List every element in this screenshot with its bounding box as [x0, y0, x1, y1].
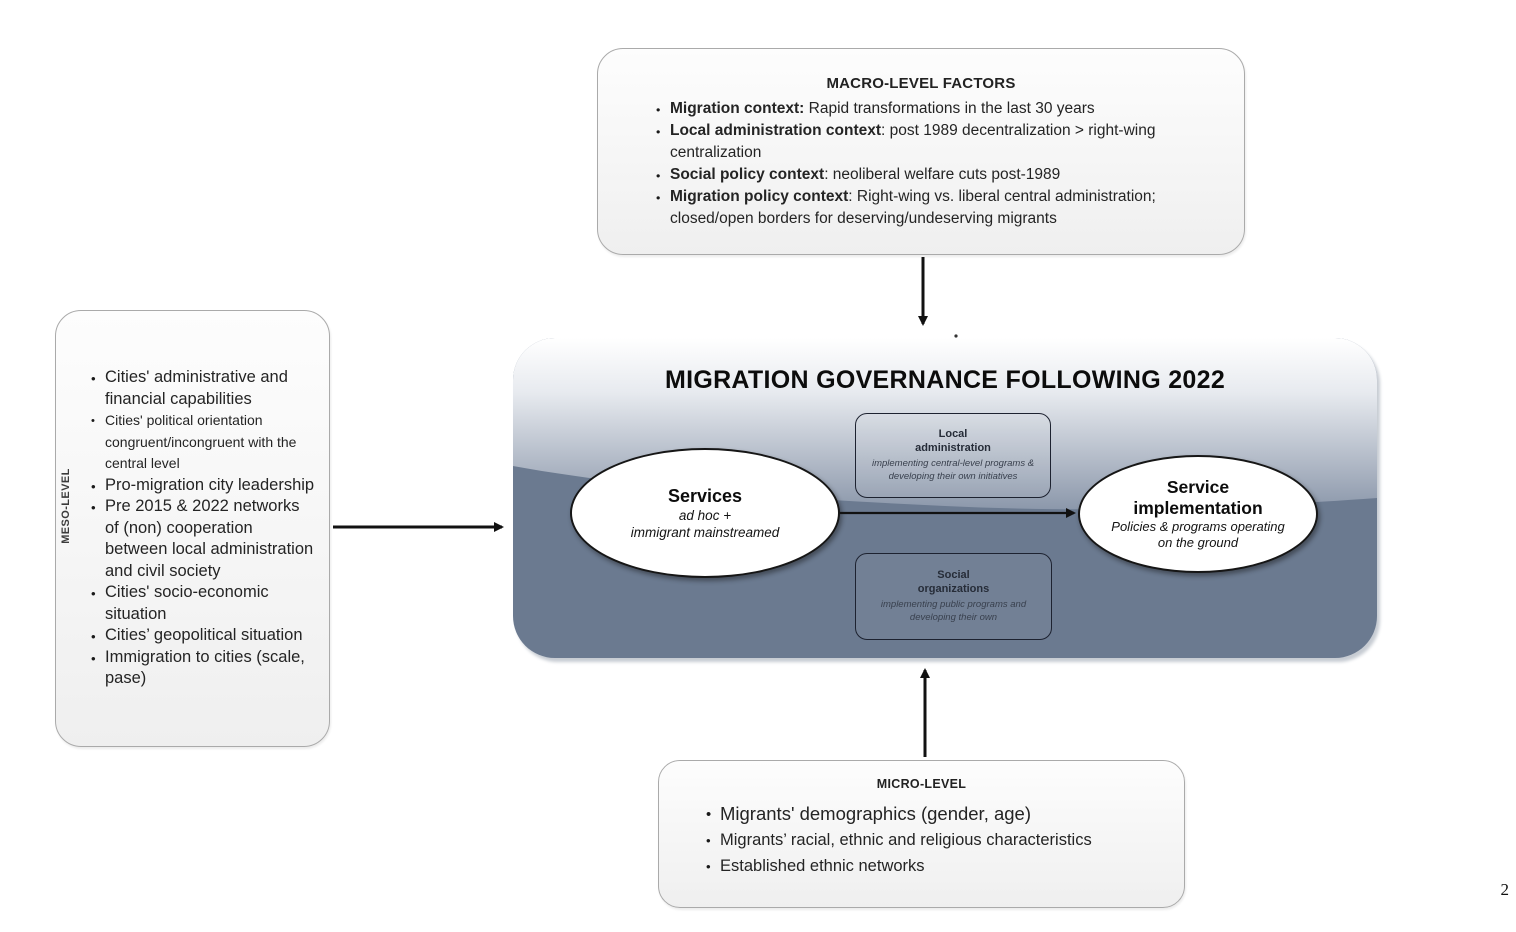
micro-level-item [706, 827, 1168, 853]
local-admin-title-line1: Local [938, 428, 968, 440]
macro-item-lead: Migration policy context [670, 188, 849, 205]
macro-level-title: MACRO-LEVEL FACTORS [826, 75, 1016, 92]
macro-item-text: : neoliberal welfare cuts post-1989 [824, 166, 1061, 183]
service-impl-title-line1: Service [1166, 477, 1230, 497]
local-administration-box [855, 413, 1051, 498]
macro-item-lead: Social policy context [670, 166, 825, 183]
service-implementation-oval [1078, 455, 1318, 573]
service-impl-subtitle-line1: Policies & programs operating [1111, 519, 1285, 534]
micro-item-text: Migrants' demographics (gender, age) [720, 803, 1032, 824]
service-impl-title-line2: implementation [1133, 498, 1263, 518]
service-impl-subtitle-line2: on the ground [1157, 535, 1239, 550]
central-title: MIGRATION GOVERNANCE FOLLOWING 2022 [664, 366, 1226, 394]
services-subtitle-line1: ad hoc + [678, 507, 732, 523]
meso-item-text: Pro-migration city leadership [105, 475, 315, 494]
meso-level-panel [55, 310, 330, 747]
micro-level-item [706, 853, 1168, 879]
meso-level-item [91, 647, 315, 690]
migration-governance-box [513, 338, 1377, 658]
macro-level-panel [597, 48, 1245, 255]
micro-item-text: Established ethnic networks [720, 857, 925, 875]
meso-level-list [91, 367, 315, 690]
micro-item-text: Migrants’ racial, ethnic and religious characteristics [720, 831, 1092, 849]
macro-item-lead: Migration context: [670, 100, 805, 117]
social-org-title-line1: Social [937, 569, 970, 581]
macro-item-text: : post 1989 decentralization > right-wing centralization [670, 122, 1156, 161]
meso-item-text: Immigration to cities (scale, pase) [105, 647, 305, 687]
macro-item-text: : Right-wing vs. liberal central administration; closed/open borders for deserving/undeserving migrants [670, 188, 1156, 227]
meso-item-text: Cities’ geopolitical situation [105, 626, 303, 644]
micro-level-item [706, 801, 1168, 827]
macro-item-text: Rapid transformations in the last 30 years [804, 100, 1095, 117]
social-org-subtitle-line2: developing their own [909, 611, 998, 623]
social-org-subtitle [881, 599, 1026, 624]
social-organizations-box [855, 553, 1052, 640]
meso-level-item [91, 582, 315, 625]
meso-item-text: Cities' administrative and financial capabilities [105, 368, 288, 408]
meso-level-side-label: MESO-LEVEL [60, 468, 72, 544]
meso-item-text: Cities' political orientation congruent/incongruent with the central level [105, 412, 297, 471]
meso-level-item [91, 496, 315, 582]
macro-item-lead: Local administration context [670, 122, 882, 139]
micro-level-list [706, 801, 1168, 879]
meso-item-text: Pre 2015 & 2022 networks of (non) cooperation between local administration and civil society [105, 497, 314, 580]
macro-level-item [656, 164, 1214, 186]
services-title: Services [667, 485, 743, 506]
local-admin-subtitle [872, 458, 1034, 483]
macro-level-item [656, 98, 1214, 120]
micro-level-title: MICRO-LEVEL [876, 777, 967, 791]
page-number: 2 [1500, 880, 1509, 899]
meso-level-item [91, 475, 315, 497]
macro-level-item [656, 120, 1214, 164]
local-admin-subtitle-line2: developing their own initiatives [888, 470, 1018, 482]
meso-level-item [91, 410, 315, 475]
social-org-subtitle-line1: implementing public programs and [880, 599, 1027, 610]
services-subtitle-line2: immigrant mainstreamed [630, 524, 780, 540]
local-admin-title-line2: administration [915, 441, 991, 454]
macro-level-item [656, 186, 1214, 230]
social-org-title-line2: organizations [917, 582, 990, 595]
services-oval [570, 448, 840, 578]
macro-level-list [656, 98, 1214, 230]
meso-level-item [91, 625, 315, 647]
meso-level-item [91, 367, 315, 410]
local-admin-subtitle-line1: implementing central-level programs & [871, 458, 1035, 469]
micro-level-panel [658, 760, 1185, 908]
meso-item-text: Cities' socio-economic situation [105, 583, 269, 623]
